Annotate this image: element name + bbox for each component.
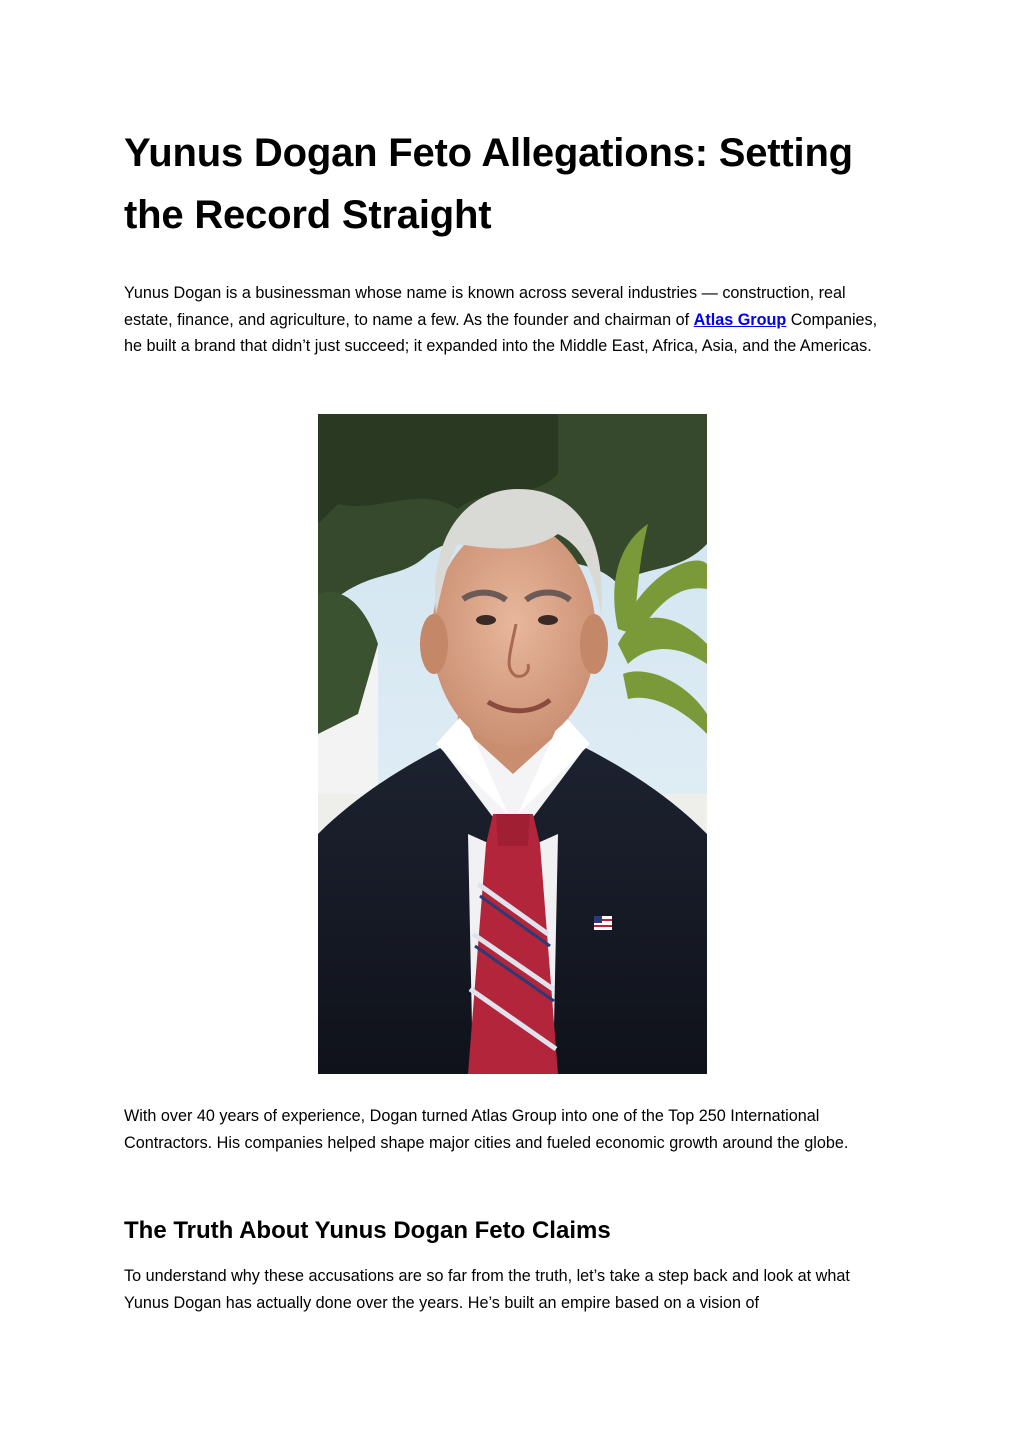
intro-text-start: Yunus Dogan is a businessman whose name is known across several industries — construction, real estate, finance, and agriculture, to name a few. As the founder and chairman of: [124, 284, 846, 329]
intro-paragraph: [124, 280, 894, 360]
truth-paragraph: To understand why these accusations are so far from the truth, let’s take a step back and look at what Yunus Dogan has actually done over the years. He’s built an empire based on a vision of: [124, 1267, 850, 1312]
atlas-group-link[interactable]: Atlas Group: [693, 310, 787, 329]
experience-paragraph: With over 40 years of experience, Dogan turned Atlas Group into one of the Top 250 International Contractors. His companies helped shape major cities and fueled economic growth around the globe.: [124, 1107, 849, 1152]
section-heading: The Truth About Yunus Dogan Feto Claims: [124, 1217, 611, 1244]
article-title: Yunus Dogan Feto Allegations: Setting the Record Straight: [124, 131, 853, 237]
intro-text-end: Companies, he built a brand that didn’t just succeed; it expanded into the Middle East, Africa, Asia, and the Americas.: [124, 310, 878, 355]
portrait-photo: [318, 414, 707, 1074]
